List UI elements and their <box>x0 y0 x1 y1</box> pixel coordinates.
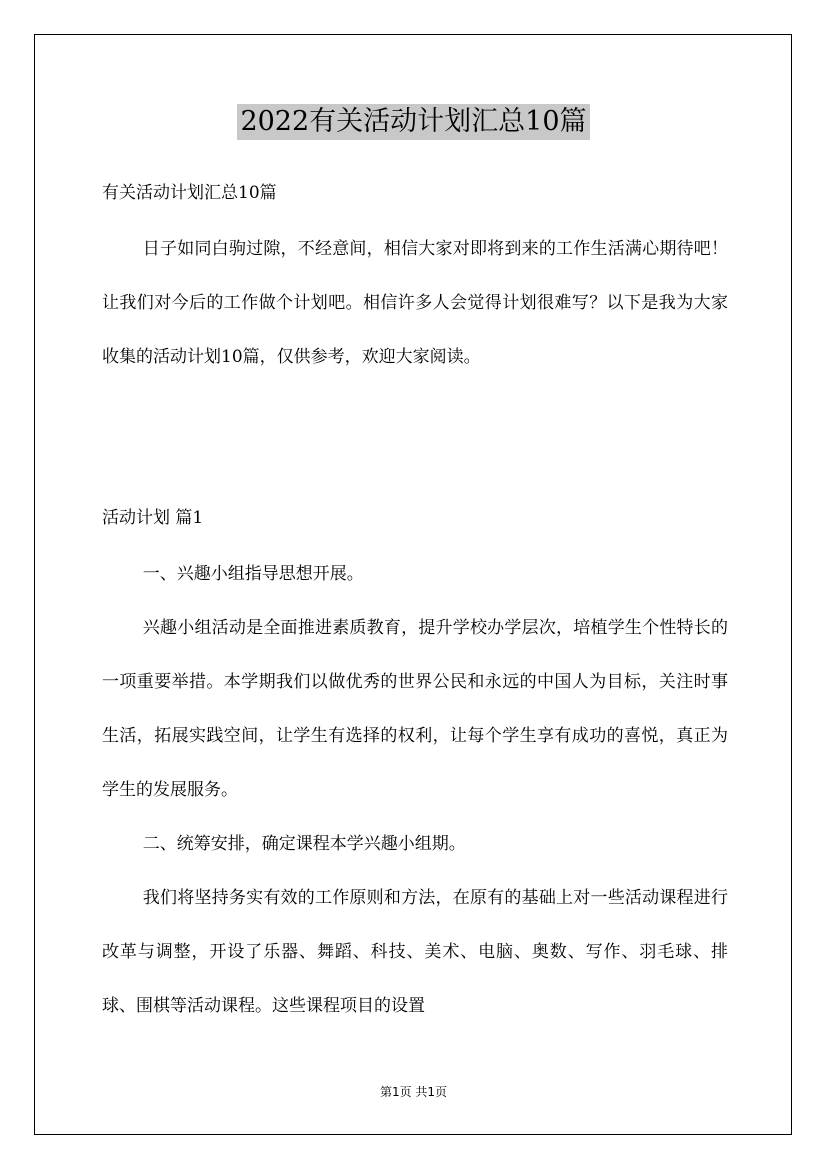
document-subtitle: 有关活动计划汇总10篇 <box>102 183 277 203</box>
paragraph-1: 一、兴趣小组指导思想开展。 <box>142 564 364 584</box>
page-footer: 第1页 共1页 <box>379 1085 448 1099</box>
paragraph-2: 兴趣小组活动是全面推进素质教育，提升学校办学层次，培植学生个性特长的一项重要举措。本学期我们以做优秀的世界公民和永远的中国人为目标，关注时事生活，拓展实践空间，让学生有选择的权利，让每个学生享有成功的喜悦，真正为学生的发展服务。 <box>102 618 728 800</box>
document-title: 2022有关活动计划汇总10篇 <box>237 104 589 140</box>
paragraph-4: 我们将坚持务实有效的工作原则和方法，在原有的基础上对一些活动课程进行改革与调整，开设了乐器、舞蹈、科技、美术、电脑、奥数、写作、羽毛球、排球、围棋等活动课程。这些课程项目的设置 <box>102 888 728 1016</box>
title-container <box>0 104 827 140</box>
section-heading: 活动计划 篇1 <box>102 508 204 528</box>
intro-paragraph: 日子如同白驹过隙，不经意间，相信大家对即将到来的工作生活满心期待吧！让我们对今后的工作做个计划吧。相信许多人会觉得计划很难写？以下是我为大家收集的活动计划10篇，仅供参考，欢迎大家阅读。 <box>102 239 728 367</box>
paragraph-3: 二、统筹安排，确定课程本学兴趣小组期。 <box>142 834 466 854</box>
